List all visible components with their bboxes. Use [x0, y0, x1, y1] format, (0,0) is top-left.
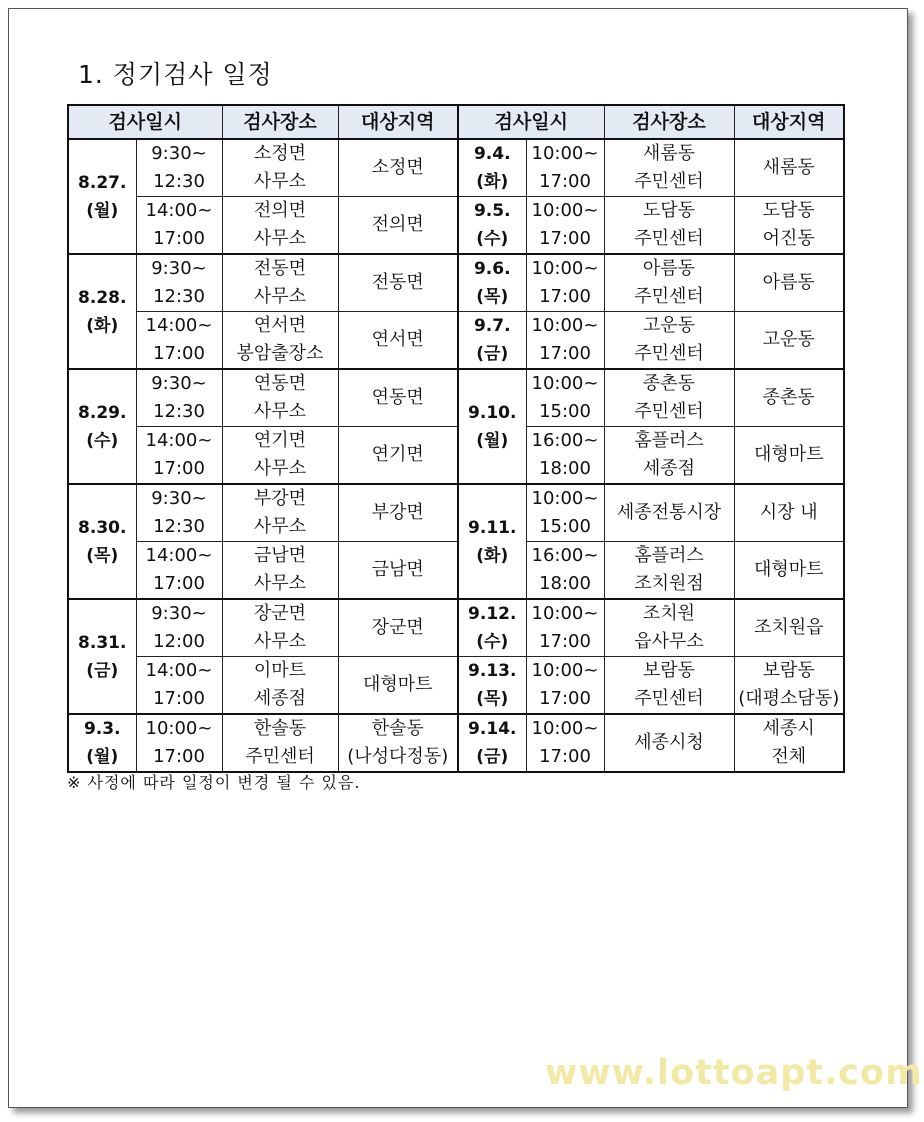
- cell-text: (목): [86, 545, 119, 566]
- table-row: [68, 714, 844, 772]
- cell-text: 사무소: [253, 458, 307, 479]
- cell-text: 9.11.: [468, 517, 517, 538]
- cell-text: 봉암출장소: [236, 343, 324, 364]
- cell-text: 주민센터: [634, 286, 704, 307]
- cell-text: 14:00~: [145, 200, 213, 221]
- cell-text: 15:00: [539, 401, 591, 422]
- time-cell: [526, 369, 604, 427]
- cell-text: 8.30.: [78, 517, 127, 538]
- date-cell: [458, 657, 526, 715]
- cell-text: 17:00: [539, 688, 591, 709]
- cell-text: 세종전통시장: [616, 502, 722, 523]
- place-cell: [604, 714, 734, 772]
- cell-text: 17:00: [539, 228, 591, 249]
- cell-text: 14:00~: [145, 545, 213, 566]
- place-cell: [222, 369, 338, 427]
- cell-text: (화): [476, 172, 509, 192]
- cell-text: 17:00: [539, 343, 591, 364]
- time-cell: [136, 542, 222, 600]
- place-cell: [222, 542, 338, 600]
- cell-text: 16:00~: [531, 430, 599, 451]
- cell-text: 12:30: [153, 516, 205, 537]
- cell-text: 10:00~: [531, 660, 599, 681]
- area-cell: [338, 599, 458, 657]
- inspection-schedule-table: [67, 104, 845, 773]
- area-cell: [338, 542, 458, 600]
- time-cell: [526, 542, 604, 600]
- area-cell: [338, 657, 458, 715]
- cell-text: 17:00: [539, 171, 591, 192]
- cell-text: 새롬동: [762, 157, 815, 178]
- cell-text: 고운동: [762, 329, 815, 350]
- cell-text: 12:30: [153, 171, 205, 192]
- table-row: [68, 369, 844, 427]
- table-row: [68, 484, 844, 542]
- cell-text: 9:30~: [151, 603, 207, 624]
- cell-text: 시장 내: [759, 502, 818, 523]
- cell-text: 보람동: [642, 660, 696, 681]
- cell-text: 17:00: [153, 343, 205, 364]
- cell-text: (화): [86, 315, 119, 336]
- cell-text: 연서면: [371, 329, 424, 350]
- header-area-right: 대상지역: [734, 105, 844, 139]
- time-cell: [526, 657, 604, 715]
- header-row: [68, 105, 844, 139]
- time-cell: [136, 254, 222, 312]
- cell-text: 주민센터: [634, 171, 704, 192]
- cell-text: 도담동: [642, 200, 696, 221]
- cell-text: 10:00~: [531, 488, 599, 509]
- cell-text: 연동면: [371, 387, 424, 408]
- place-cell: [222, 312, 338, 370]
- place-cell: [604, 542, 734, 600]
- date-cell: [458, 139, 526, 197]
- table-row: [68, 139, 844, 197]
- area-cell: [338, 312, 458, 370]
- cell-text: 10:00~: [531, 603, 599, 624]
- cell-text: 금남면: [253, 545, 307, 566]
- area-cell: [734, 139, 844, 197]
- site-watermark: www.lottoapt.com: [545, 1053, 923, 1093]
- place-cell: [222, 197, 338, 255]
- cell-text: 15:00: [539, 516, 591, 537]
- time-cell: [136, 657, 222, 715]
- area-cell: [338, 427, 458, 485]
- cell-text: 10:00~: [531, 143, 599, 164]
- cell-text: 9.3.: [83, 719, 121, 739]
- place-cell: [604, 197, 734, 255]
- cell-text: 17:00: [153, 746, 205, 767]
- cell-text: 9:30~: [151, 258, 207, 279]
- time-cell: [526, 312, 604, 370]
- area-cell: [734, 657, 844, 715]
- cell-text: 사무소: [253, 286, 307, 307]
- header-area-left: 대상지역: [338, 105, 458, 139]
- date-cell: [68, 369, 136, 484]
- cell-text: 새롬동: [642, 143, 696, 164]
- area-cell: [734, 369, 844, 427]
- cell-text: 9:30~: [151, 488, 207, 509]
- place-cell: [222, 599, 338, 657]
- cell-text: 읍사무소: [634, 631, 704, 652]
- header-place-right: 검사장소: [604, 105, 734, 139]
- table-row: [68, 542, 844, 600]
- cell-text: 9.10.: [468, 402, 517, 423]
- cell-text: (월): [86, 200, 119, 221]
- cell-text: 12:30: [153, 401, 205, 422]
- table-row: [68, 312, 844, 370]
- cell-text: 부강면: [371, 502, 424, 523]
- cell-text: 보람동: [762, 660, 815, 681]
- area-cell: [734, 484, 844, 542]
- cell-text: 도담동: [762, 200, 815, 221]
- cell-text: 소정면: [371, 157, 424, 178]
- time-cell: [526, 139, 604, 197]
- cell-text: 9.4.: [473, 144, 511, 164]
- time-cell: [136, 197, 222, 255]
- area-cell: [734, 542, 844, 600]
- date-cell: [458, 484, 526, 599]
- table-row: [68, 197, 844, 255]
- cell-text: (수): [86, 430, 119, 451]
- area-cell: [338, 197, 458, 255]
- cell-text: 금남면: [371, 559, 424, 580]
- cell-text: 주민센터: [634, 688, 704, 709]
- cell-text: 10:00~: [145, 718, 213, 739]
- cell-text: 사무소: [253, 573, 307, 594]
- cell-text: 16:00~: [531, 545, 599, 566]
- cell-text: (나성다정동): [347, 746, 449, 767]
- area-cell: [734, 714, 844, 772]
- cell-text: (금): [86, 660, 119, 681]
- area-cell: [338, 714, 458, 772]
- cell-text: 세종점: [253, 688, 307, 709]
- cell-text: 부강면: [253, 488, 307, 509]
- table-row: [68, 657, 844, 715]
- cell-text: 10:00~: [531, 258, 599, 279]
- area-cell: [734, 599, 844, 657]
- cell-text: 주민센터: [634, 401, 704, 422]
- area-cell: [338, 484, 458, 542]
- time-cell: [526, 484, 604, 542]
- cell-text: 연동면: [253, 373, 307, 394]
- place-cell: [222, 714, 338, 772]
- cell-text: 17:00: [539, 631, 591, 652]
- place-cell: [604, 254, 734, 312]
- cell-text: 주민센터: [634, 228, 704, 249]
- cell-text: 8.29.: [78, 402, 127, 423]
- place-cell: [604, 599, 734, 657]
- area-cell: [734, 427, 844, 485]
- place-cell: [604, 657, 734, 715]
- cell-text: 8.27.: [78, 172, 127, 193]
- cell-text: (화): [476, 545, 509, 566]
- cell-text: (수): [476, 632, 509, 652]
- date-cell: [458, 599, 526, 657]
- area-cell: [338, 139, 458, 197]
- cell-text: (월): [476, 430, 509, 451]
- cell-text: 18:00: [539, 458, 591, 479]
- cell-text: 17:00: [539, 286, 591, 307]
- time-cell: [526, 197, 604, 255]
- cell-text: 9:30~: [151, 143, 207, 164]
- date-cell: [458, 714, 526, 772]
- cell-text: 9.6.: [473, 259, 511, 279]
- table-row: [68, 254, 844, 312]
- place-cell: [604, 312, 734, 370]
- cell-text: 10:00~: [531, 315, 599, 336]
- cell-text: 전체: [771, 746, 807, 767]
- cell-text: 사무소: [253, 631, 307, 652]
- time-cell: [136, 139, 222, 197]
- cell-text: 9.12.: [468, 604, 517, 624]
- cell-text: 대형마트: [753, 559, 824, 580]
- place-cell: [604, 427, 734, 485]
- cell-text: 조치원점: [634, 573, 704, 594]
- cell-text: 9.5.: [473, 201, 511, 221]
- cell-text: 9.7.: [473, 316, 511, 336]
- cell-text: 17:00: [539, 746, 591, 767]
- cell-text: 10:00~: [531, 718, 599, 739]
- time-cell: [136, 714, 222, 772]
- cell-text: 세종시청: [634, 732, 704, 753]
- date-cell: [68, 139, 136, 254]
- cell-text: (금): [476, 747, 509, 767]
- area-cell: [338, 254, 458, 312]
- cell-text: 대형마트: [362, 674, 433, 695]
- cell-text: 장군면: [371, 617, 424, 638]
- cell-text: 어진동: [762, 228, 815, 249]
- date-cell: [458, 197, 526, 255]
- cell-text: 8.31.: [78, 632, 127, 653]
- cell-text: 전의면: [371, 214, 424, 235]
- cell-text: 14:00~: [145, 315, 213, 336]
- area-cell: [338, 369, 458, 427]
- cell-text: 사무소: [253, 516, 307, 537]
- date-cell: [68, 599, 136, 714]
- time-cell: [136, 427, 222, 485]
- cell-text: 사무소: [253, 228, 307, 249]
- cell-text: 전의면: [253, 200, 307, 221]
- place-cell: [222, 484, 338, 542]
- date-cell: [68, 484, 136, 599]
- cell-text: 17:00: [153, 458, 205, 479]
- cell-text: 홈플러스: [634, 545, 704, 566]
- cell-text: 연기면: [371, 444, 424, 465]
- cell-text: 9.13.: [468, 661, 517, 681]
- cell-text: 아름동: [762, 272, 815, 293]
- cell-text: 장군면: [253, 603, 307, 624]
- time-cell: [526, 254, 604, 312]
- cell-text: 9.14.: [468, 719, 517, 739]
- cell-text: 세종점: [642, 458, 696, 479]
- cell-text: (금): [476, 344, 509, 364]
- cell-text: 전동면: [371, 272, 424, 293]
- cell-text: 사무소: [253, 401, 307, 422]
- cell-text: 이마트: [253, 660, 307, 681]
- cell-text: 홈플러스: [634, 430, 704, 451]
- section-heading: 1. 정기검사 일정: [78, 60, 273, 89]
- cell-text: 10:00~: [531, 200, 599, 221]
- time-cell: [136, 312, 222, 370]
- place-cell: [604, 139, 734, 197]
- place-cell: [604, 484, 734, 542]
- cell-text: 주민센터: [245, 746, 315, 767]
- area-cell: [734, 197, 844, 255]
- time-cell: [526, 714, 604, 772]
- cell-text: 전동면: [253, 258, 307, 279]
- header-datetime-right: 검사일시: [458, 105, 604, 139]
- place-cell: [222, 427, 338, 485]
- cell-text: 소정면: [253, 143, 307, 164]
- schedule-change-note: ※ 사정에 따라 일정이 변경 될 수 있음.: [67, 773, 361, 792]
- cell-text: 사무소: [253, 171, 307, 192]
- cell-text: (목): [476, 689, 509, 709]
- cell-text: 아름동: [642, 258, 696, 279]
- cell-text: (월): [86, 747, 119, 767]
- date-cell: [68, 714, 136, 772]
- header-datetime-left: 검사일시: [68, 105, 222, 139]
- cell-text: 9:30~: [151, 373, 207, 394]
- cell-text: 한솔동: [253, 718, 307, 739]
- date-cell: [458, 312, 526, 370]
- area-cell: [734, 312, 844, 370]
- time-cell: [526, 599, 604, 657]
- time-cell: [136, 484, 222, 542]
- cell-text: 세종시: [762, 718, 815, 739]
- cell-text: 한솔동: [371, 718, 424, 739]
- cell-text: 17:00: [153, 228, 205, 249]
- cell-text: (목): [476, 287, 509, 307]
- cell-text: 종촌동: [762, 387, 815, 408]
- header-place-left: 검사장소: [222, 105, 338, 139]
- cell-text: 대형마트: [753, 444, 824, 465]
- cell-text: 조치원읍: [753, 617, 824, 638]
- cell-text: 18:00: [539, 573, 591, 594]
- cell-text: 12:00: [153, 631, 205, 652]
- cell-text: 종촌동: [642, 373, 696, 394]
- place-cell: [222, 139, 338, 197]
- time-cell: [136, 599, 222, 657]
- cell-text: 연서면: [253, 315, 307, 336]
- date-cell: [68, 254, 136, 369]
- cell-text: 12:30: [153, 286, 205, 307]
- cell-text: (수): [476, 229, 509, 249]
- time-cell: [526, 427, 604, 485]
- cell-text: 17:00: [153, 573, 205, 594]
- table-row: [68, 427, 844, 485]
- cell-text: 14:00~: [145, 660, 213, 681]
- time-cell: [136, 369, 222, 427]
- place-cell: [222, 657, 338, 715]
- date-cell: [458, 369, 526, 484]
- date-cell: [458, 254, 526, 312]
- place-cell: [604, 369, 734, 427]
- area-cell: [734, 254, 844, 312]
- cell-text: 8.28.: [78, 287, 127, 308]
- cell-text: (대평소담동): [738, 688, 840, 709]
- place-cell: [222, 254, 338, 312]
- cell-text: 조치원: [642, 603, 696, 624]
- cell-text: 10:00~: [531, 373, 599, 394]
- cell-text: 주민센터: [634, 343, 704, 364]
- cell-text: 연기면: [253, 430, 307, 451]
- cell-text: 고운동: [642, 315, 696, 336]
- cell-text: 14:00~: [145, 430, 213, 451]
- table-row: [68, 599, 844, 657]
- cell-text: 17:00: [153, 688, 205, 709]
